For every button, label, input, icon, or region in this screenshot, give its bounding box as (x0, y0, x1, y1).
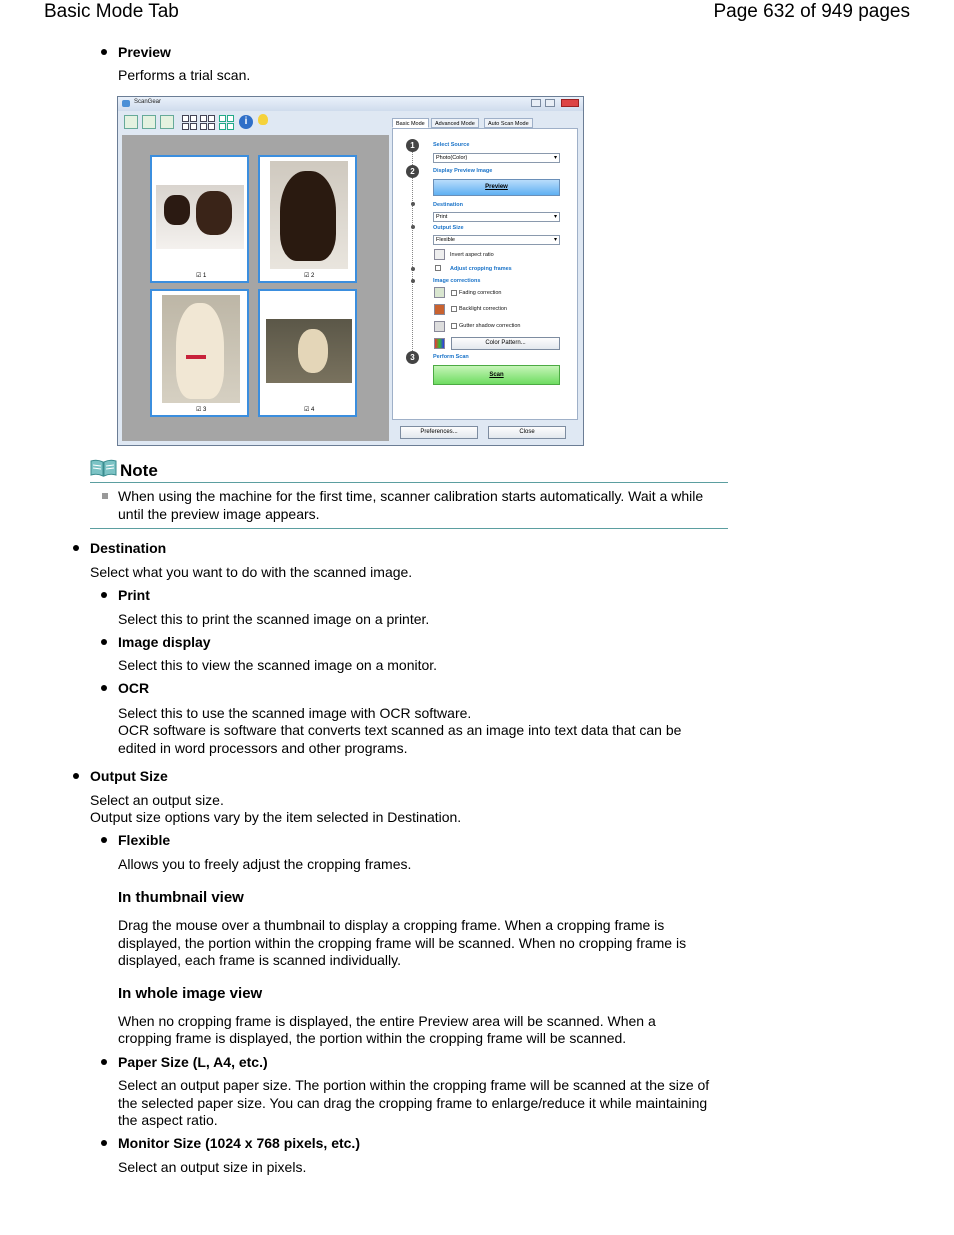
bullet (101, 49, 107, 55)
preview-area[interactable] (122, 135, 389, 441)
scangear-window (117, 96, 584, 446)
thumbnail-view-heading: In thumbnail view (118, 889, 244, 906)
destination-heading: Destination (90, 540, 167, 556)
window-title: ScanGear (134, 99, 162, 105)
note-divider (90, 528, 728, 529)
gutter-text[interactable]: Gutter shadow correction (459, 323, 521, 329)
dog-shape (164, 195, 190, 225)
select-all-icon[interactable] (219, 115, 226, 122)
bullet (101, 837, 107, 843)
adjust-cropping-checkbox[interactable] (435, 265, 441, 271)
gutter-checkbox[interactable] (451, 323, 457, 329)
perform-scan-label: Perform Scan (433, 354, 469, 360)
dog-shape (298, 329, 328, 373)
close-button[interactable]: Close (488, 426, 566, 439)
destination-select[interactable]: Print ▾ (433, 212, 560, 222)
color-pattern-icon (434, 338, 445, 349)
thumbnail-check[interactable]: ☑ 4 (304, 407, 315, 413)
dog-shape (176, 303, 224, 399)
leash-shape (186, 355, 206, 359)
thumbnail-frame[interactable] (258, 289, 357, 417)
dog-shape (280, 171, 336, 261)
bullet (101, 592, 107, 598)
zoom-icon[interactable] (124, 115, 138, 129)
output-size-label: Output Size (433, 225, 464, 231)
fading-correction-icon (434, 287, 445, 298)
bullet (101, 1140, 107, 1146)
scan-button[interactable]: Scan (433, 365, 560, 385)
fading-text[interactable]: Fading correction (459, 290, 502, 296)
step-dot (411, 202, 415, 206)
backlight-correction-icon (434, 304, 445, 315)
uncheck-all-icon[interactable] (200, 115, 207, 122)
image-display-heading: Image display (118, 634, 211, 650)
check-all-icon[interactable] (182, 115, 189, 122)
note-divider (90, 482, 728, 483)
monitor-size-heading: Monitor Size (1024 x 768 pixels, etc.) (118, 1135, 360, 1151)
thumbnail-image (156, 185, 244, 249)
basic-mode-panel (392, 128, 578, 420)
maximize-icon[interactable] (545, 99, 555, 107)
thumbnail-image (266, 319, 352, 383)
select-all-icon[interactable] (219, 123, 226, 130)
uncheck-all-icon[interactable] (200, 123, 207, 130)
invert-aspect-text[interactable]: Invert aspect ratio (450, 252, 494, 258)
note-title: Note (120, 461, 158, 480)
ocr-desc-2: OCR software is software that converts text scanned as an image into text data that can be (118, 722, 682, 738)
thumbnail-view-text-2: displayed, the portion within the cropping frame will be scanned. When no cropping frame is (118, 935, 687, 951)
print-desc: Select this to print the scanned image on a printer. (118, 611, 430, 627)
thumbnail-check[interactable]: ☑ 3 (196, 407, 207, 413)
ocr-desc-1: Select this to use the scanned image with OCR software. (118, 705, 472, 721)
header-title: Basic Mode Tab (44, 1, 179, 22)
preview-button[interactable]: Preview (433, 179, 560, 196)
rotate-left-icon[interactable] (142, 115, 156, 129)
note-book-icon (90, 459, 117, 477)
tab-advanced-mode[interactable]: Advanced Mode (431, 118, 479, 128)
note-text-1: When using the machine for the first time, scanner calibration starts automatically. Wait a while (118, 488, 704, 504)
thumbnail-frame[interactable] (150, 155, 249, 283)
thumbnail-check[interactable]: ☑ 2 (304, 273, 315, 279)
paper-size-text-3: the aspect ratio. (118, 1112, 218, 1128)
note-text-2: until the preview image appears. (118, 506, 320, 522)
ocr-desc-3: edited in word processors and other programs. (118, 740, 408, 756)
output-size-select[interactable]: Flexible ▾ (433, 235, 560, 245)
thumbnail-check[interactable]: ☑ 1 (196, 273, 207, 279)
paper-size-heading: Paper Size (L, A4, etc.) (118, 1054, 268, 1070)
scanner-icon (122, 100, 130, 107)
minimize-icon[interactable] (531, 99, 541, 107)
image-display-desc: Select this to view the scanned image on a monitor. (118, 657, 438, 673)
check-all-icon[interactable] (190, 123, 197, 130)
image-corrections-label: Image corrections (433, 278, 481, 284)
window-titlebar (118, 97, 583, 111)
bullet (73, 545, 79, 551)
toolbar (120, 113, 390, 133)
bullet (73, 773, 79, 779)
select-source-label: Select Source (433, 142, 470, 148)
step-3-icon: 3 (406, 351, 419, 364)
thumbnail-view-text-3: displayed, each frame is scanned individually. (118, 952, 402, 968)
step-dot (411, 225, 415, 229)
preferences-button[interactable]: Preferences... (400, 426, 478, 439)
check-all-icon[interactable] (182, 123, 189, 130)
check-all-icon[interactable] (190, 115, 197, 122)
destination-desc: Select what you want to do with the scanned image. (90, 564, 413, 580)
thumbnail-image (270, 161, 348, 269)
preview-label: Preview (118, 44, 171, 60)
tab-auto-scan-mode[interactable]: Auto Scan Mode (484, 118, 533, 128)
bullet (101, 1059, 107, 1065)
step-dot (411, 279, 415, 283)
paper-size-text-2: the selected paper size. You can drag the cropping frame to enlarge/reduce it while maintaining (118, 1095, 708, 1111)
help-bulb-icon[interactable] (258, 114, 268, 125)
note-bullet (102, 493, 108, 499)
select-all-icon[interactable] (227, 115, 234, 122)
close-icon[interactable] (561, 99, 579, 107)
step-2-icon: 2 (406, 165, 419, 178)
thumbnail-view-text-1: Drag the mouse over a thumbnail to display a cropping frame. When a cropping frame is (118, 917, 665, 933)
thumbnail-frame[interactable] (150, 289, 249, 417)
source-select[interactable]: Photo(Color) ▾ (433, 153, 560, 163)
output-size-desc-2: Output size options vary by the item selected in Destination. (90, 809, 462, 825)
destination-label: Destination (433, 202, 463, 208)
output-size-heading: Output Size (90, 768, 168, 784)
dog-shape (196, 191, 232, 235)
paper-size-text-1: Select an output paper size. The portion within the cropping frame will be scanned at the size of (118, 1077, 710, 1093)
bullet (101, 639, 107, 645)
preview-desc: Performs a trial scan. (118, 67, 251, 83)
thumbnail-frame[interactable] (258, 155, 357, 283)
thumbnail-image (162, 295, 240, 403)
ocr-heading: OCR (118, 680, 150, 696)
step-dot (411, 267, 415, 271)
info-icon[interactable]: i (239, 115, 253, 129)
backlight-checkbox[interactable] (451, 306, 457, 312)
print-heading: Print (118, 587, 150, 603)
uncheck-all-icon[interactable] (208, 115, 215, 122)
color-pattern-button[interactable]: Color Pattern... (451, 337, 560, 350)
monitor-size-desc: Select an output size in pixels. (118, 1159, 307, 1175)
display-preview-label: Display Preview Image (433, 168, 493, 174)
tab-basic-mode[interactable]: Basic Mode (392, 118, 429, 128)
backlight-text[interactable]: Backlight correction (459, 306, 507, 312)
flexible-heading: Flexible (118, 832, 171, 848)
adjust-cropping-label[interactable]: Adjust cropping frames (450, 266, 512, 272)
whole-view-text-1: When no cropping frame is displayed, the entire Preview area will be scanned. When a (118, 1013, 656, 1029)
page-number: Page 632 of 949 pages (713, 1, 910, 22)
aspect-ratio-icon (434, 249, 445, 260)
whole-view-heading: In whole image view (118, 985, 263, 1002)
rotate-right-icon[interactable] (160, 115, 174, 129)
flexible-desc: Allows you to freely adjust the cropping frames. (118, 856, 412, 872)
step-1-icon: 1 (406, 139, 419, 152)
whole-view-text-2: cropping frame is displayed, the portion within the cropping frame will be scanned. (118, 1030, 627, 1046)
bullet (101, 685, 107, 691)
uncheck-all-icon[interactable] (208, 123, 215, 130)
select-all-icon[interactable] (227, 123, 234, 130)
gutter-shadow-icon (434, 321, 445, 332)
output-size-desc-1: Select an output size. (90, 792, 224, 808)
fading-checkbox[interactable] (451, 290, 457, 296)
